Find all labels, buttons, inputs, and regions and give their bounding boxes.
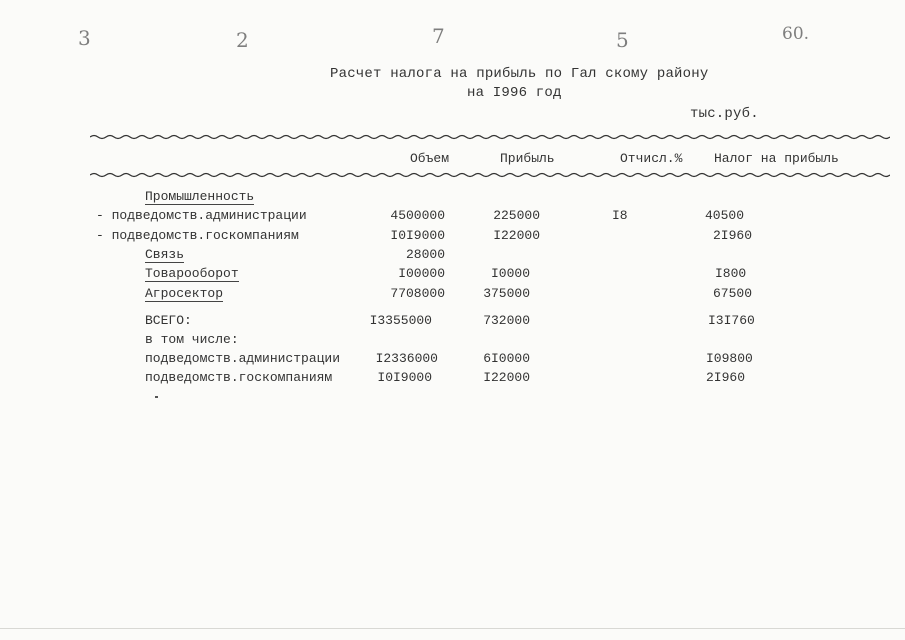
- row-trade-label: Товарооборот: [145, 266, 239, 281]
- row-profit: I22000: [483, 370, 530, 385]
- page-mark-3: 7: [432, 24, 445, 48]
- page-number: 60.: [782, 24, 810, 44]
- row-tax: 67500: [713, 286, 753, 301]
- units-label: тыс.руб.: [690, 106, 759, 122]
- page-mark-1: 3: [78, 26, 91, 50]
- row-total-label: ВСЕГО:: [145, 313, 192, 328]
- row-label: подведомств.госкомпаниям: [145, 370, 333, 385]
- document-subtitle: на I996 год: [467, 85, 562, 101]
- row-label: - подведомств.администрации: [96, 208, 307, 223]
- row-tax: 2I960: [713, 228, 753, 243]
- top-rule: [90, 134, 890, 140]
- row-volume: I0I9000: [377, 370, 432, 385]
- row-tax: I3I760: [708, 313, 755, 328]
- row-agro-label: Агросектор: [145, 286, 224, 301]
- row-communication-label: Связь: [145, 247, 185, 262]
- row-tax: I800: [715, 266, 747, 281]
- row-volume: I00000: [398, 266, 445, 281]
- row-volume: 28000: [405, 247, 445, 262]
- header-tax: Налог на прибыль: [714, 151, 839, 166]
- row-label: подведомств.администрации: [145, 351, 341, 366]
- document-title: Расчет налога на прибыль по Гал скому району: [330, 66, 709, 82]
- row-percent: I8: [612, 208, 628, 223]
- row-tax: 40500: [705, 208, 745, 223]
- row-volume: I0I9000: [390, 228, 445, 243]
- page-fold-line: [0, 628, 905, 629]
- stray-mark: [155, 396, 158, 398]
- row-tax: 2I960: [706, 370, 746, 385]
- row-industry-label: Промышленность: [145, 189, 255, 204]
- header-percent: Отчисл.%: [620, 151, 683, 166]
- page-mark-4: 5: [616, 28, 629, 52]
- header-profit: Прибыль: [500, 151, 555, 166]
- row-volume: I2336000: [375, 351, 438, 366]
- page-mark-2: 2: [236, 28, 249, 52]
- row-profit: 225000: [493, 208, 540, 223]
- row-profit: 732000: [483, 313, 530, 328]
- row-volume: 7708000: [390, 286, 445, 301]
- row-tax: I09800: [706, 351, 753, 366]
- row-profit: 375000: [483, 286, 530, 301]
- row-label: - подведомств.госкомпаниям: [96, 228, 299, 243]
- row-volume: I3355000: [369, 313, 432, 328]
- header-volume: Объем: [410, 151, 450, 166]
- row-volume: 4500000: [390, 208, 445, 223]
- row-profit: I0000: [490, 266, 530, 281]
- header-rule: [90, 172, 890, 178]
- row-profit: I22000: [493, 228, 540, 243]
- row-profit: 6I0000: [483, 351, 530, 366]
- row-including-label: в том числе:: [145, 332, 239, 347]
